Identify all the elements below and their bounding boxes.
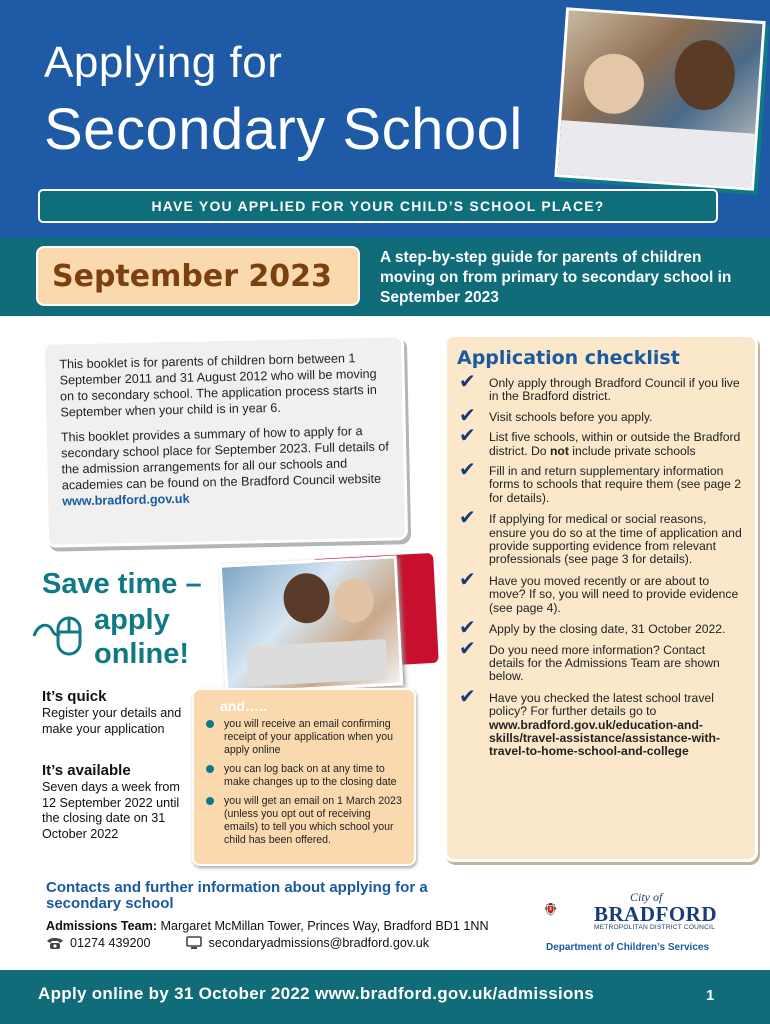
phone-number[interactable]: 01274 439200 bbox=[70, 936, 151, 950]
checklist-item: ✔ If applying for medical or social reasons, ensure you do so at the time of application and provide supporting evidence from relevant professionals (see page 3 for details). bbox=[459, 505, 742, 567]
checklist-item: ✔ Visit schools before you apply. bbox=[459, 402, 653, 427]
contacts-heading: Contacts and further information about applying for a secondary school bbox=[46, 879, 428, 912]
list-item: you can log back on at any time to make changes up to the closing date bbox=[204, 763, 404, 789]
september-badge: September 2023 bbox=[36, 246, 360, 306]
quick-heading: It’s quick bbox=[42, 688, 107, 705]
application-checklist bbox=[444, 334, 758, 862]
check-icon: ✔ bbox=[459, 615, 476, 640]
check-icon: ✔ bbox=[459, 566, 476, 591]
checklist-item: ✔ Have you checked the latest school travel policy? For further details go to www.bradford.gov.uk/education-and-skills/travel-assistance/assistance-with-travel-to-home-school-and-college bbox=[459, 683, 721, 759]
computer-icon bbox=[185, 936, 203, 950]
check-icon: ✔ bbox=[459, 369, 476, 393]
logo-sub-text: METROPOLITAN DISTRICT COUNCIL bbox=[594, 924, 715, 931]
list-item: you will get an email on 1 March 2023 (unless you opt out of receiving emails) to tell you which school your child has been offered. bbox=[204, 795, 404, 847]
page-title-line2: Secondary School bbox=[44, 97, 523, 162]
department-text: Department of Children’s Services bbox=[546, 942, 710, 953]
save-time-heading: Save time – bbox=[42, 568, 202, 600]
checklist-heading: Application checklist bbox=[457, 347, 680, 369]
checklist-item: ✔ Only apply through Bradford Council if you live in the Bradford district. bbox=[459, 369, 740, 404]
check-icon: ✔ bbox=[459, 423, 476, 448]
online-heading: online! bbox=[94, 638, 190, 670]
logo-name-text: BRADFORD bbox=[594, 902, 717, 926]
guide-text: A step-by-step guide for parents of children moving on from primary to secondary school in September 2023 bbox=[380, 249, 732, 306]
intro-para2: This booklet provides a summary of how to apply for a secondary school place for September 2023. Full details of the admission arrangements for all our schools and academies can be found on the Bradford Council website www.bradford.gov.uk bbox=[60, 424, 389, 509]
checklist-item: ✔ List five schools, within or outside the Bradford district. Do not include private schools bbox=[459, 423, 741, 458]
bullet-icon bbox=[206, 720, 214, 728]
and-box bbox=[192, 688, 416, 866]
check-icon: ✔ bbox=[459, 402, 476, 427]
checklist-item: ✔ Apply by the closing date, 31 October 2022. bbox=[459, 615, 726, 640]
email-address[interactable]: secondaryadmissions@bradford.gov.uk bbox=[208, 936, 430, 950]
parents-laptop-photo bbox=[219, 555, 404, 694]
logo-city-text: City of bbox=[630, 890, 663, 904]
and-list bbox=[204, 718, 404, 847]
bullet-icon bbox=[206, 765, 214, 773]
check-icon: ✔ bbox=[459, 457, 476, 482]
apply-heading: apply bbox=[94, 604, 170, 636]
page-title-line1: Applying for bbox=[44, 38, 283, 87]
admissions-address: Admissions Team: Margaret McMillan Tower, Princes Way, Bradford BD1 1NN bbox=[46, 919, 489, 933]
intro-para1: This booklet is for parents of children born between 1 September 2011 and 31 August 2012 who will be moving on to secondary school. The application process starts in September when your child is in year 6. bbox=[59, 351, 377, 420]
question-banner: HAVE YOU APPLIED FOR YOUR CHILD’S SCHOOL PLACE? bbox=[38, 189, 718, 223]
and-heading: and….. bbox=[220, 698, 267, 714]
available-text: Seven days a week from 12 September 2022 until the closing date on 31 October 2022 bbox=[42, 780, 180, 841]
phone-icon bbox=[46, 936, 64, 950]
checklist-item: ✔ Do you need more information? Contact details for the Admissions Team are shown below. bbox=[459, 635, 720, 684]
check-icon: ✔ bbox=[459, 683, 476, 708]
checklist-item: ✔ Fill in and return supplementary information forms to schools that require them (see page 2 for details). bbox=[459, 457, 742, 505]
available-heading: It’s available bbox=[42, 762, 131, 779]
students-photo bbox=[554, 7, 765, 191]
bullet-icon bbox=[206, 797, 214, 805]
list-item: you will receive an email confirming receipt of your application when you apply online bbox=[204, 718, 404, 757]
travel-policy-link[interactable]: www.bradford.gov.uk/education-and-skills/travel-assistance/assistance-with-travel-to-home-school-and-college bbox=[489, 717, 721, 759]
quick-text: Register your details and make your application bbox=[42, 706, 182, 736]
checklist-item: ✔ Have you moved recently or are about to move? If so, you will need to provide evidence (see page 4). bbox=[459, 566, 739, 615]
bradford-crest-icon bbox=[544, 884, 594, 936]
contact-row bbox=[46, 936, 429, 950]
mouse-icon bbox=[32, 606, 86, 660]
footer-apply-online: Apply online by 31 October 2022 www.bradford.gov.uk/admissions bbox=[38, 984, 595, 1003]
page-number: 1 bbox=[706, 987, 715, 1004]
intro-box bbox=[42, 334, 408, 548]
bradford-website-link[interactable]: www.bradford.gov.uk bbox=[62, 491, 190, 509]
check-icon: ✔ bbox=[459, 505, 476, 530]
check-icon: ✔ bbox=[459, 635, 476, 660]
